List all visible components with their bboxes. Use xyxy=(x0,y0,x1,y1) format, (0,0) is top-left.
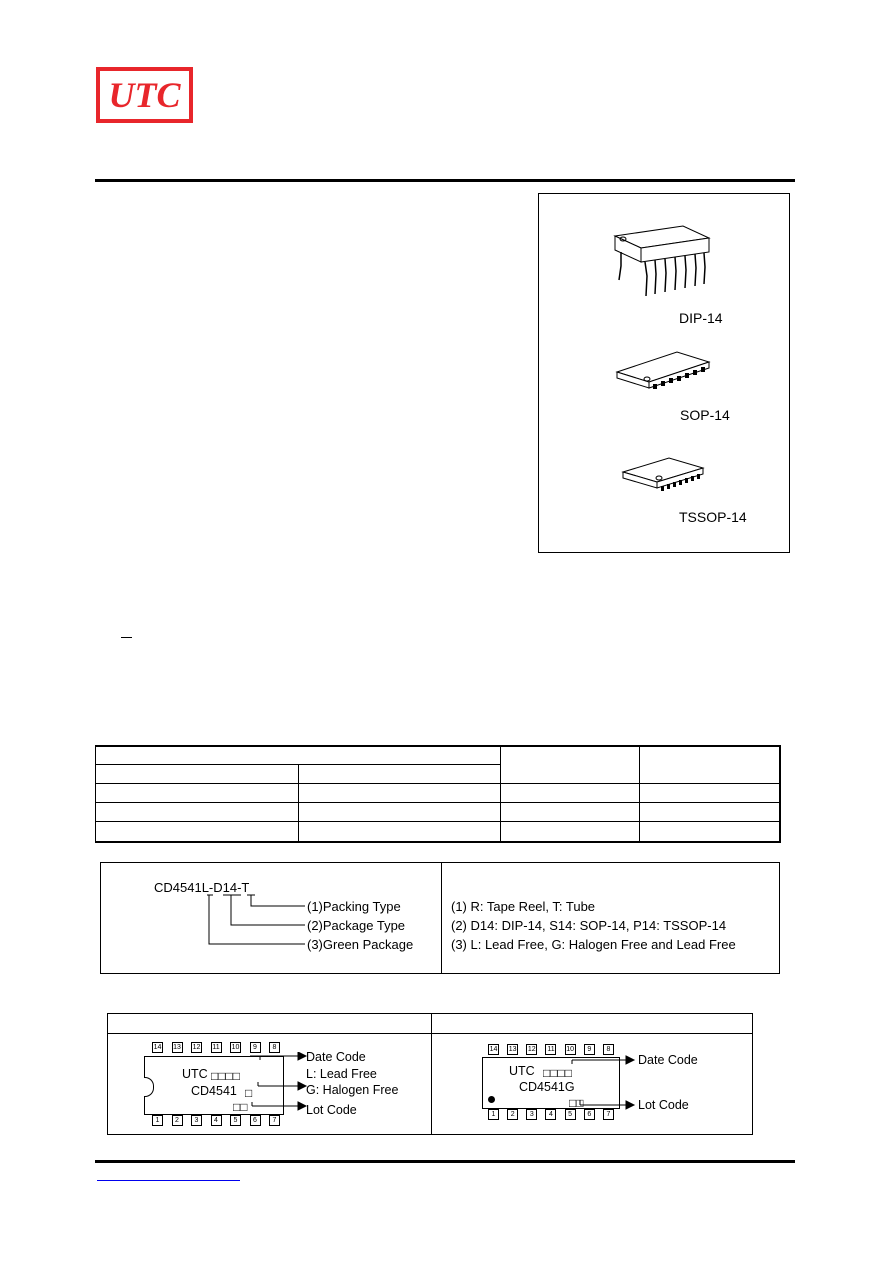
desc-packing-type: (1) R: Tape Reel, T: Tube xyxy=(451,899,596,914)
package-illustrations-box xyxy=(538,193,790,553)
table-rule xyxy=(95,841,781,843)
field-green-package: (3)Green Package xyxy=(307,937,414,952)
pin-label: 14 xyxy=(489,1046,498,1053)
chip-part-left: CD4541 xyxy=(191,1084,237,1098)
package-label-dip-14: DIP-14 xyxy=(679,310,723,326)
pin-label: 4 xyxy=(211,1115,222,1126)
pin-label: 6 xyxy=(250,1115,261,1126)
chip-brand-left: UTC xyxy=(182,1067,208,1081)
pin-label: 10 xyxy=(231,1044,240,1051)
pin-label: 8 xyxy=(603,1044,614,1055)
dip-14-package-icon xyxy=(611,222,711,302)
pin-label: 13 xyxy=(173,1044,181,1051)
footer-rule xyxy=(95,1160,795,1163)
utc-logo xyxy=(96,67,193,123)
ordering-information-table xyxy=(95,745,781,843)
halogen-box-left: □ xyxy=(245,1086,253,1100)
pin-label: 6 xyxy=(584,1109,595,1120)
marking-left-arrows xyxy=(248,1052,308,1112)
pin-label: 1 xyxy=(152,1115,163,1126)
header-rule xyxy=(95,179,795,182)
pin-label: 7 xyxy=(269,1115,280,1126)
pin-label: 9 xyxy=(250,1042,261,1053)
chip-brand-right: UTC xyxy=(509,1064,535,1078)
left-date-code-label: Date Code xyxy=(306,1050,366,1064)
desc-package-type: (2) D14: DIP-14, S14: SOP-14, P14: TSSOP-14 xyxy=(451,918,727,933)
table-rule xyxy=(95,745,781,747)
bottom-pin-row xyxy=(152,1115,280,1129)
table-rule xyxy=(95,745,96,843)
sop-14-package-icon xyxy=(613,346,713,394)
right-date-code-label: Date Code xyxy=(638,1053,698,1067)
chip-part-right: CD4541G xyxy=(519,1080,575,1094)
pin-label: 8 xyxy=(269,1042,280,1053)
pin-label: 2 xyxy=(172,1115,183,1126)
pin-label: 5 xyxy=(230,1115,241,1126)
lot-code-boxes-right: □□ xyxy=(569,1096,584,1110)
marking-box xyxy=(107,1013,753,1135)
right-lot-code-label: Lot Code xyxy=(638,1098,689,1112)
pin-label: 2 xyxy=(507,1109,518,1120)
website-link-underline[interactable] xyxy=(97,1180,240,1181)
table-rule xyxy=(639,745,640,843)
pin-label: 1 xyxy=(488,1109,499,1120)
field-package-type: (2)Package Type xyxy=(307,918,406,933)
marking-header-row xyxy=(108,1014,752,1034)
ordering-code-box xyxy=(100,862,780,974)
table-rule xyxy=(298,764,299,843)
pin-label: 4 xyxy=(545,1109,556,1120)
package-label-tssop-14: TSSOP-14 xyxy=(679,509,747,525)
marking-right-arrows xyxy=(568,1054,636,1114)
pin-label: 14 xyxy=(153,1044,162,1051)
marking-divider xyxy=(431,1014,432,1134)
pin-label: 11 xyxy=(212,1044,220,1051)
part-number: CD4541L-D14-T xyxy=(154,880,250,895)
pin-label: 7 xyxy=(603,1109,614,1120)
lot-code-boxes-left: □□ xyxy=(233,1100,248,1114)
ordering-code-leader-lines xyxy=(201,893,311,949)
pin-label: 11 xyxy=(547,1046,555,1053)
pin-label: 13 xyxy=(508,1046,517,1053)
tssop-14-package-icon xyxy=(619,452,709,498)
left-halogen-free-label: G: Halogen Free xyxy=(306,1083,399,1097)
utc-logo-frame xyxy=(100,71,189,119)
pin1-dot xyxy=(488,1096,495,1103)
table-rule xyxy=(95,802,781,803)
left-lead-free-label: L: Lead Free xyxy=(306,1067,377,1081)
date-code-boxes-right: □□□□ xyxy=(543,1066,572,1080)
pin-label: 3 xyxy=(191,1115,202,1126)
ordering-code-divider xyxy=(441,863,442,973)
table-rule xyxy=(779,745,781,843)
pin-label: 9 xyxy=(584,1044,595,1055)
pin-label: 5 xyxy=(565,1109,576,1120)
logo-text: UTC xyxy=(108,75,181,115)
pin-label: 3 xyxy=(526,1109,537,1120)
field-packing-type: (1)Packing Type xyxy=(307,899,401,914)
pin1-notch xyxy=(144,1077,154,1097)
date-code-boxes-left: □□□□ xyxy=(211,1069,240,1083)
overbar-mark xyxy=(121,637,132,638)
table-rule xyxy=(500,745,501,843)
left-lot-code-label: Lot Code xyxy=(306,1103,357,1117)
pin-label: 10 xyxy=(566,1046,575,1053)
package-label-sop-14: SOP-14 xyxy=(680,407,730,423)
pin-label: 12 xyxy=(527,1046,536,1053)
pin-label: 12 xyxy=(192,1044,201,1051)
table-rule xyxy=(95,783,781,784)
desc-green-package: (3) L: Lead Free, G: Halogen Free and Lead Free xyxy=(451,937,736,952)
table-rule xyxy=(95,821,781,822)
